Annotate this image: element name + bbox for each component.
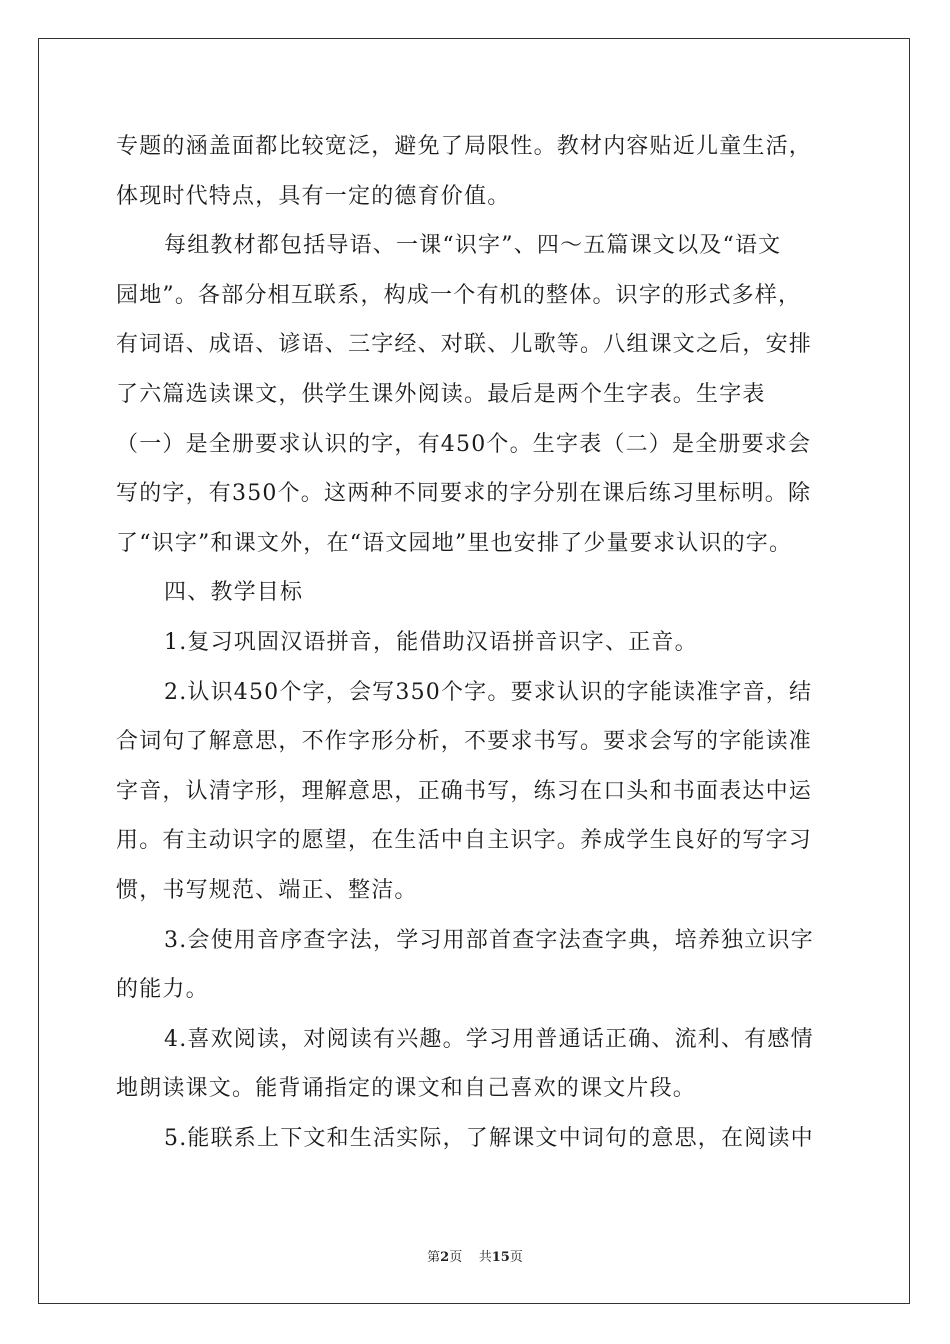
text-line: 字音，认清字形，理解意思，正确书写，练习在口头和书面表达中运: [116, 778, 813, 804]
text-line: 合词句了解意思，不作字形分析，不要求书写。要求会写的字能读准: [116, 729, 813, 755]
paragraph-start-line: 每组教材都包括导语、一课“识字”、四～五篇课文以及“语文: [164, 233, 782, 259]
text-line: 的能力。: [116, 977, 209, 1003]
footer-page-number: 2: [440, 1250, 450, 1265]
text-line: 园地”。各部分相互联系，构成一个有机的整体。识字的形式多样，: [116, 282, 802, 308]
footer-prefix: 第: [427, 1250, 441, 1265]
text-line: 写的字，有350个。这两种不同要求的字分别在课后练习里标明。除: [116, 481, 812, 507]
list-item-3: 3.会使用音序查字法，学习用部首查字法查字典，培养独立识字: [164, 927, 814, 953]
text-line: 专题的涵盖面都比较宽泛，避免了局限性。教材内容贴近儿童生活，: [116, 134, 813, 159]
text-line: 体现时代特点，具有一定的德育价值。: [116, 183, 511, 209]
list-item-5: 5.能联系上下文和生活实际，了解课文中词句的意思，在阅读中: [164, 1125, 814, 1151]
text-line: 用。有主动识字的愿望，在生活中自主识字。养成学生良好的写字习: [116, 828, 813, 854]
text-line: （一）是全册要求认识的字，有450个。生字表（二）是全册要求会: [116, 431, 812, 457]
text-line: 惯，书写规范、端正、整洁。: [116, 877, 418, 903]
list-item-2: 2.认识450个字，会写350个字。要求认识的字能读准字音，结: [164, 679, 813, 705]
section-heading: 四、教学目标: [164, 580, 304, 606]
footer-middle: 页 共: [449, 1250, 492, 1265]
footer-suffix: 页: [509, 1250, 523, 1265]
list-item-4: 4.喜欢阅读，对阅读有兴趣。学习用普通话正确、流利、有感情: [164, 1026, 814, 1052]
list-item-1: 1.复习巩固汉语拼音，能借助汉语拼音识字、正音。: [164, 629, 698, 655]
page-footer: [0, 1246, 950, 1265]
text-line: 地朗读课文。能背诵指定的课文和自己喜欢的课文片段。: [116, 1076, 697, 1102]
text-line: 有词语、成语、谚语、三字经、对联、儿歌等。八组课文之后，安排: [116, 332, 813, 358]
text-line: 了六篇选读课文，供学生课外阅读。最后是两个生字表。生字表: [116, 381, 766, 407]
footer-total-pages: 15: [491, 1250, 510, 1265]
text-line: 了“识字”和课文外，在“语文园地”里也安排了少量要求认识的字。: [116, 530, 793, 556]
body-text: [116, 122, 836, 1163]
